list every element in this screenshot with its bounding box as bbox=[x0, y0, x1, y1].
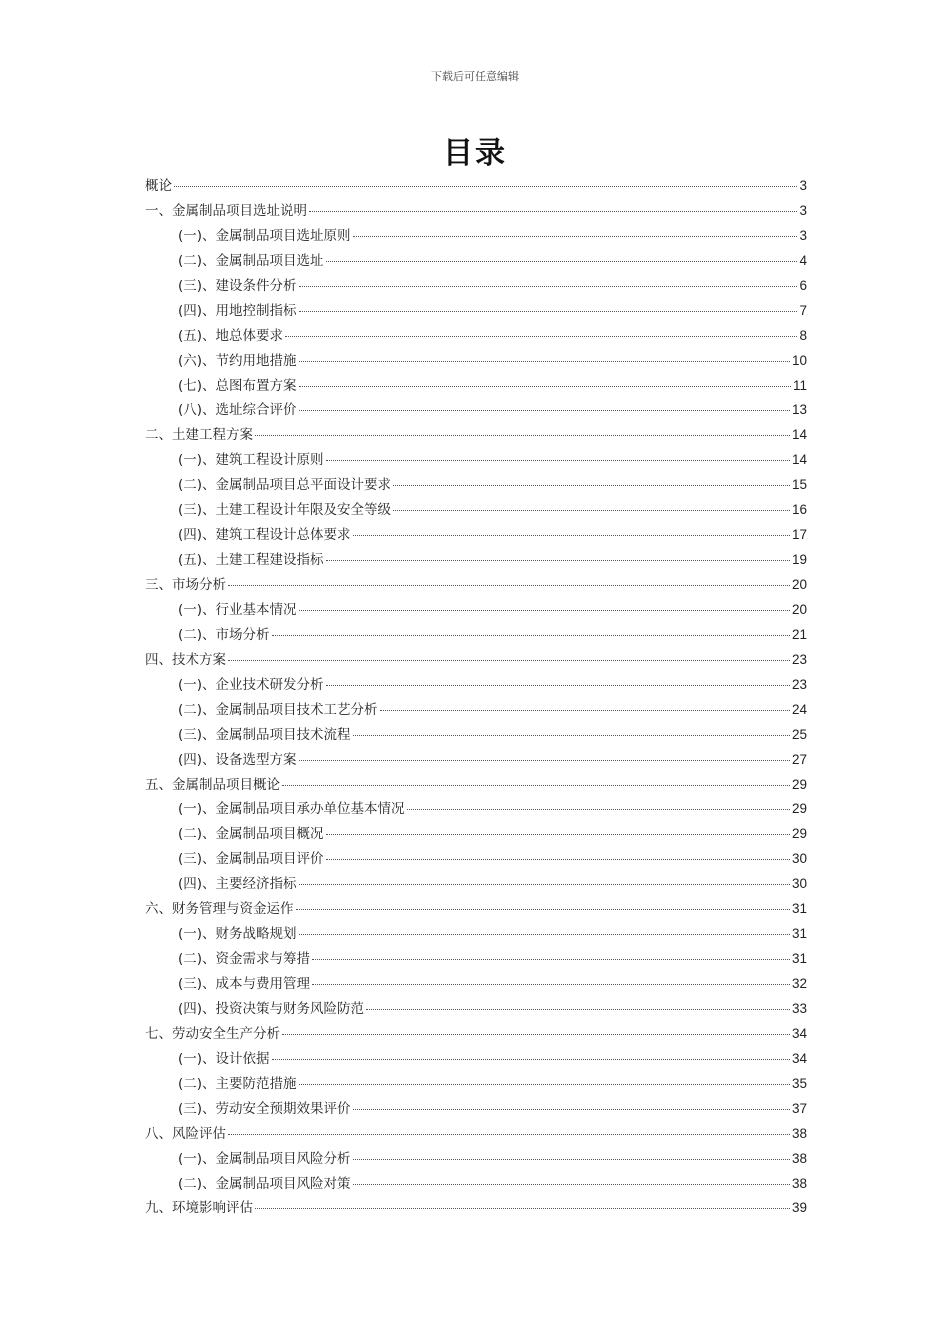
toc-entry-page: 38 bbox=[791, 1150, 807, 1166]
toc-entry-label: (五)、地总体要求 bbox=[178, 327, 284, 344]
toc-entry[interactable] bbox=[145, 1147, 807, 1172]
toc-entry[interactable] bbox=[145, 249, 807, 274]
toc-dot-leader bbox=[326, 685, 790, 686]
toc-entry-page: 13 bbox=[791, 402, 807, 418]
toc-entry-label: (三)、劳动安全预期效果评价 bbox=[178, 1100, 351, 1117]
toc-dot-leader bbox=[285, 336, 797, 337]
toc-dot-leader bbox=[272, 1059, 790, 1060]
toc-entry[interactable] bbox=[145, 623, 807, 648]
toc-entry-page: 7 bbox=[799, 302, 807, 318]
toc-entry-page: 19 bbox=[791, 552, 807, 568]
toc-dot-leader bbox=[255, 435, 790, 436]
toc-entry-label: (三)、土建工程设计年限及安全等级 bbox=[178, 502, 392, 519]
toc-entry[interactable] bbox=[145, 1022, 807, 1047]
toc-entry-page: 15 bbox=[791, 477, 807, 493]
toc-entry-label: (三)、成本与费用管理 bbox=[178, 976, 311, 992]
toc-dot-leader bbox=[407, 809, 790, 810]
toc-entry-label: (四)、建筑工程设计总体要求 bbox=[178, 527, 351, 544]
toc-entry-label: (二)、金属制品项目总平面设计要求 bbox=[178, 477, 392, 494]
toc-entry[interactable] bbox=[145, 324, 807, 349]
toc-entry-label: (一)、企业技术研发分析 bbox=[178, 676, 324, 693]
toc-dot-leader bbox=[312, 959, 790, 960]
toc-entry-page: 38 bbox=[791, 1125, 807, 1141]
toc-entry-label: (二)、金属制品项目技术工艺分析 bbox=[178, 701, 378, 718]
toc-dot-leader bbox=[282, 1034, 790, 1035]
toc-entry-page: 3 bbox=[799, 227, 807, 243]
toc-dot-leader bbox=[353, 735, 790, 736]
toc-entry-label: 概论 bbox=[145, 178, 172, 194]
toc-entry-label: 三、市场分析 bbox=[145, 577, 226, 593]
toc-entry-label: (一)、设计依据 bbox=[178, 1050, 270, 1067]
toc-dot-leader bbox=[228, 1134, 790, 1135]
toc-entry[interactable] bbox=[145, 1047, 807, 1072]
download-note: 下载后可任意编辑 bbox=[431, 70, 519, 83]
toc-entry-page: 16 bbox=[791, 502, 807, 518]
toc-entry-page: 10 bbox=[791, 352, 807, 368]
toc-entry-page: 37 bbox=[791, 1100, 807, 1116]
toc-entry-label: (二)、金属制品项目选址 bbox=[178, 252, 324, 269]
toc-entry-label: (四)、投资决策与财务风险防范 bbox=[178, 1000, 365, 1017]
toc-entry-page: 20 bbox=[791, 577, 807, 592]
toc-entry-page: 31 bbox=[791, 951, 807, 967]
toc-entry[interactable] bbox=[145, 448, 807, 473]
toc-entry[interactable] bbox=[145, 199, 807, 224]
toc-entry-page: 11 bbox=[792, 377, 807, 393]
toc-dot-leader bbox=[326, 261, 798, 262]
toc-entry[interactable] bbox=[145, 673, 807, 698]
toc-entry[interactable] bbox=[145, 872, 807, 897]
toc-dot-leader bbox=[353, 1159, 790, 1160]
toc-dot-leader bbox=[299, 311, 798, 312]
toc-entry[interactable] bbox=[145, 822, 807, 847]
toc-entry[interactable] bbox=[145, 1072, 807, 1097]
toc-entry-page: 23 bbox=[791, 676, 807, 692]
toc-entry[interactable] bbox=[145, 174, 807, 199]
toc-dot-leader bbox=[228, 585, 790, 586]
toc-entry[interactable] bbox=[145, 598, 807, 623]
toc-entry-label: (八)、选址综合评价 bbox=[178, 402, 297, 419]
toc-entry[interactable] bbox=[145, 797, 807, 822]
toc-entry-label: 二、土建工程方案 bbox=[145, 427, 253, 444]
toc-dot-leader bbox=[255, 1208, 790, 1209]
toc-entry-page: 38 bbox=[791, 1175, 807, 1191]
toc-entry[interactable] bbox=[145, 548, 807, 573]
toc-entry[interactable] bbox=[145, 374, 807, 399]
toc-dot-leader bbox=[326, 460, 790, 461]
toc-dot-leader bbox=[272, 635, 790, 636]
toc-entry[interactable] bbox=[145, 748, 807, 773]
toc-entry-label: 五、金属制品项目概论 bbox=[145, 776, 280, 793]
toc-dot-leader bbox=[326, 834, 790, 835]
toc-entry-page: 31 bbox=[791, 901, 807, 917]
toc-entry-label: (一)、金属制品项目选址原则 bbox=[178, 227, 351, 244]
toc-entry[interactable] bbox=[145, 847, 807, 872]
toc-dot-leader bbox=[299, 386, 791, 387]
toc-entry-label: (四)、用地控制指标 bbox=[178, 302, 297, 319]
toc-dot-leader bbox=[309, 211, 797, 212]
toc-title: 目录 bbox=[443, 136, 507, 171]
toc-dot-leader bbox=[353, 236, 798, 237]
table-of-contents bbox=[145, 174, 807, 1221]
toc-entry[interactable] bbox=[145, 947, 807, 972]
toc-entry[interactable] bbox=[145, 1196, 807, 1221]
toc-entry-page: 27 bbox=[791, 751, 807, 767]
toc-entry-label: (三)、建设条件分析 bbox=[178, 277, 297, 294]
toc-dot-leader bbox=[299, 610, 790, 611]
toc-entry-page: 25 bbox=[791, 726, 807, 742]
toc-entry-label: (三)、金属制品项目技术流程 bbox=[178, 726, 351, 743]
toc-entry-label: (二)、资金需求与筹措 bbox=[178, 951, 311, 968]
toc-dot-leader bbox=[393, 485, 790, 486]
toc-entry-page: 29 bbox=[791, 776, 807, 792]
toc-entry[interactable] bbox=[145, 773, 807, 798]
toc-entry-label: 七、劳动安全生产分析 bbox=[145, 1025, 280, 1042]
toc-entry[interactable] bbox=[145, 648, 807, 673]
toc-entry[interactable] bbox=[145, 1122, 807, 1147]
toc-dot-leader bbox=[228, 660, 790, 661]
toc-entry-label: (一)、建筑工程设计原则 bbox=[178, 452, 324, 469]
toc-entry-label: (七)、总图布置方案 bbox=[178, 377, 297, 394]
toc-entry-page: 14 bbox=[791, 427, 807, 443]
toc-entry[interactable] bbox=[145, 997, 807, 1022]
toc-dot-leader bbox=[326, 859, 790, 860]
toc-dot-leader bbox=[353, 1109, 790, 1110]
toc-entry-page: 17 bbox=[791, 527, 807, 543]
toc-entry[interactable] bbox=[145, 897, 807, 922]
toc-dot-leader bbox=[296, 909, 790, 910]
toc-entry-page: 14 bbox=[791, 452, 807, 468]
toc-dot-leader bbox=[312, 984, 790, 985]
toc-entry-label: (一)、金属制品项目承办单位基本情况 bbox=[178, 801, 405, 818]
toc-entry-label: (五)、土建工程建设指标 bbox=[178, 552, 324, 569]
toc-entry-label: 六、财务管理与资金运作 bbox=[145, 901, 294, 918]
toc-entry-page: 34 bbox=[791, 1050, 807, 1066]
toc-entry-label: (四)、主要经济指标 bbox=[178, 876, 297, 893]
toc-entry-page: 33 bbox=[791, 1000, 807, 1016]
toc-entry-label: (一)、财务战略规划 bbox=[178, 926, 297, 943]
toc-dot-leader bbox=[299, 286, 798, 287]
toc-entry-page: 3 bbox=[799, 202, 807, 218]
toc-dot-leader bbox=[380, 710, 790, 711]
toc-dot-leader bbox=[393, 510, 790, 511]
toc-entry-label: (二)、金属制品项目风险对策 bbox=[178, 1175, 351, 1192]
toc-entry-page: 24 bbox=[791, 701, 807, 717]
toc-entry-page: 29 bbox=[791, 826, 807, 842]
toc-entry-label: (四)、设备选型方案 bbox=[178, 751, 297, 768]
toc-dot-leader bbox=[174, 186, 797, 187]
toc-entry[interactable] bbox=[145, 274, 807, 299]
toc-entry[interactable] bbox=[145, 972, 807, 997]
toc-dot-leader bbox=[326, 560, 790, 561]
toc-dot-leader bbox=[366, 1009, 790, 1010]
toc-entry[interactable] bbox=[145, 523, 807, 548]
toc-entry[interactable] bbox=[145, 349, 807, 374]
toc-entry-page: 6 bbox=[799, 277, 807, 293]
toc-dot-leader bbox=[299, 410, 790, 411]
toc-entry-label: 八、风险评估 bbox=[145, 1125, 226, 1142]
toc-entry-page: 35 bbox=[791, 1075, 807, 1091]
toc-entry-label: 九、环境影响评估 bbox=[145, 1200, 253, 1217]
toc-entry-page: 30 bbox=[791, 876, 807, 892]
toc-entry[interactable] bbox=[145, 299, 807, 324]
toc-entry[interactable] bbox=[145, 723, 807, 748]
toc-entry-label: (一)、行业基本情况 bbox=[178, 601, 297, 618]
toc-entry-page: 21 bbox=[791, 626, 807, 642]
toc-entry[interactable] bbox=[145, 573, 807, 598]
toc-dot-leader bbox=[299, 884, 790, 885]
toc-entry[interactable] bbox=[145, 1097, 807, 1122]
toc-dot-leader bbox=[299, 361, 790, 362]
toc-entry-label: (六)、节约用地措施 bbox=[178, 352, 297, 369]
toc-entry-page: 31 bbox=[791, 926, 807, 942]
toc-entry-page: 30 bbox=[791, 851, 807, 867]
toc-entry-label: (二)、市场分析 bbox=[178, 626, 270, 643]
toc-entry-label: 一、金属制品项目选址说明 bbox=[145, 202, 307, 219]
toc-entry-label: (一)、金属制品项目风险分析 bbox=[178, 1150, 351, 1167]
toc-entry-page: 8 bbox=[799, 327, 807, 343]
toc-entry[interactable] bbox=[145, 922, 807, 947]
toc-entry-page: 34 bbox=[791, 1025, 807, 1041]
toc-entry-page: 32 bbox=[791, 976, 807, 991]
toc-entry[interactable] bbox=[145, 498, 807, 523]
toc-entry-label: (二)、主要防范措施 bbox=[178, 1075, 297, 1092]
toc-entry-label: (三)、金属制品项目评价 bbox=[178, 851, 324, 868]
toc-dot-leader bbox=[299, 934, 790, 935]
toc-entry-label: 四、技术方案 bbox=[145, 651, 226, 668]
toc-entry-page: 3 bbox=[799, 178, 807, 193]
toc-entry-page: 20 bbox=[791, 601, 807, 617]
toc-entry[interactable] bbox=[145, 473, 807, 498]
toc-dot-leader bbox=[353, 535, 790, 536]
toc-entry-page: 4 bbox=[799, 252, 807, 268]
toc-entry-page: 39 bbox=[791, 1200, 807, 1216]
toc-entry-label: (二)、金属制品项目概况 bbox=[178, 826, 324, 843]
toc-entry[interactable] bbox=[145, 224, 807, 249]
toc-entry[interactable] bbox=[145, 423, 807, 448]
toc-entry[interactable] bbox=[145, 398, 807, 423]
toc-dot-leader bbox=[299, 760, 790, 761]
toc-dot-leader bbox=[299, 1084, 790, 1085]
toc-entry[interactable] bbox=[145, 698, 807, 723]
toc-entry[interactable] bbox=[145, 1172, 807, 1197]
toc-entry-page: 23 bbox=[791, 651, 807, 667]
toc-entry-page: 29 bbox=[791, 801, 807, 817]
toc-dot-leader bbox=[282, 785, 790, 786]
toc-dot-leader bbox=[353, 1184, 790, 1185]
